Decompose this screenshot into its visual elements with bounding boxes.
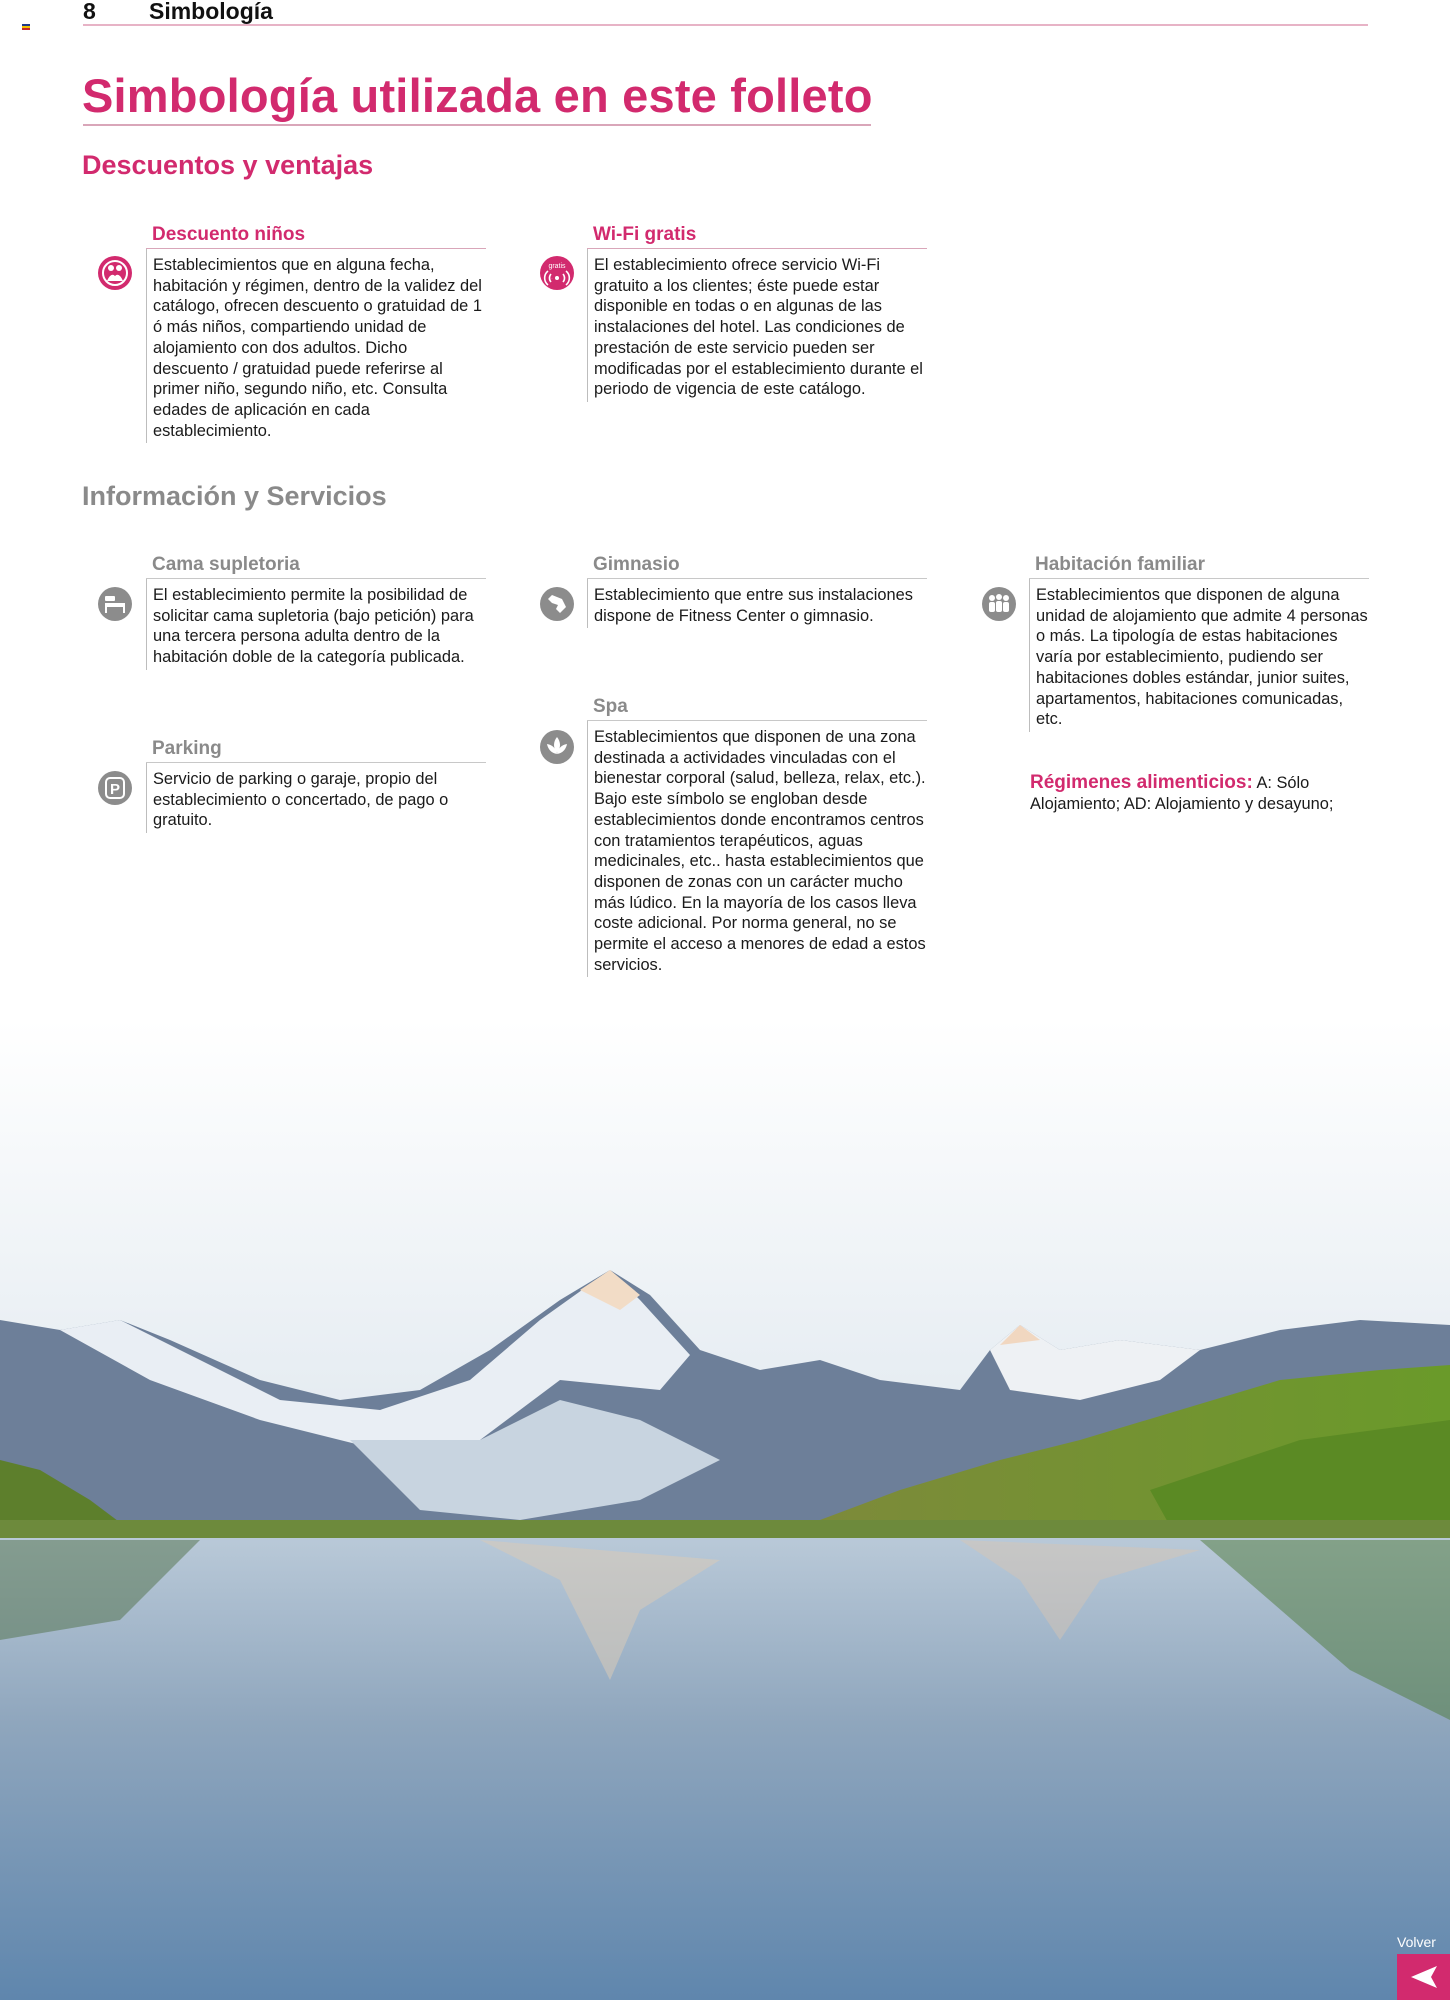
section-heading-informacion: Información y Servicios (82, 481, 387, 511)
item-descuento-ninos (146, 224, 486, 443)
regimenes-alimenticios (1030, 772, 1370, 815)
svg-text:P: P (109, 781, 121, 798)
item-title: Habitación familiar (1029, 554, 1369, 579)
item-description: Establecimientos que en alguna fecha, habitación y régimen, dentro de la validez del catálogo, ofrecen descuento o gratuidad de 1 ó más niños, compartiendo unidad de alojamiento con dos adultos. Dicho descuento / gratuidad puede referirse al primer niño, segundo niño, etc. Consulta edades de aplicación en cada establecimiento. (146, 249, 486, 443)
wifi-badge-text: gratis (548, 263, 566, 270)
item-title: Parking (146, 738, 486, 763)
parking-icon (96, 769, 134, 807)
item-title: Cama supletoria (146, 554, 486, 579)
item-description: El establecimiento ofrece servicio Wi-Fi gratuito a los clientes; éste puede estar disponible en todas o en algunas de las instalaciones del hotel. Las condiciones de prestación de este servicio pueden ser modificadas por el establecimiento durante el periodo de vigencia de este catálogo. (587, 249, 927, 402)
regimenes-label: Régimenes alimenticios: (1030, 772, 1253, 793)
item-title: Spa (587, 696, 927, 721)
spa-icon (538, 728, 576, 766)
item-description: Establecimientos que disponen de una zona destinada a actividades vinculadas con el bienestar corporal (salud, belleza, relax, etc.). Bajo este símbolo se engloban desde establecimientos donde encontramos centros con tratamientos terapéuticos, aguas medicinales, etc.. hasta establecimientos que disponen de zonas con un carácter mucho más lúdico. En la mayoría de los casos lleva coste adicional. Por norma general, no se permite el acceso a menores de edad a estos servicios. (587, 721, 927, 977)
header-divider (83, 24, 1368, 26)
title-divider (83, 124, 871, 126)
gym-icon (538, 585, 576, 623)
item-spa (587, 696, 927, 977)
arrow-left-icon (1397, 1954, 1450, 2000)
children-discount-icon (96, 254, 134, 292)
item-description: Servicio de parking o garaje, propio del establecimiento o concertado, de pago o gratuito. (146, 763, 486, 833)
item-description: El establecimiento permite la posibilidad de solicitar cama supletoria (bajo petición) para una tercera persona adulta dentro de la habitación doble de la categoría publicada. (146, 579, 486, 670)
item-title: Wi-Fi gratis (587, 224, 927, 249)
item-parking (146, 738, 486, 833)
regimenes-text: A: Sólo Alojamiento; AD: Alojamiento y desayuno; (1030, 774, 1334, 813)
mountain-lake-photo (0, 1020, 1450, 2000)
page-title: Simbología utilizada en este folleto (82, 69, 873, 122)
back-label[interactable]: Volver (1397, 1934, 1436, 1950)
wifi-free-icon (538, 254, 576, 292)
item-description: Establecimientos que disponen de alguna unidad de alojamiento que admite 4 personas o más. La tipología de estas habitaciones varía por establecimiento, pudiendo ser habitaciones dobles estándar, junior suites, apartamentos, habitaciones comunicadas, etc. (1029, 579, 1369, 732)
back-button[interactable] (1397, 1954, 1450, 2000)
item-cama-supletoria (146, 554, 486, 670)
item-title: Gimnasio (587, 554, 927, 579)
item-habitacion-familiar (1029, 554, 1369, 732)
item-wifi-gratis (587, 224, 927, 402)
section-name: Simbología (149, 0, 273, 24)
item-title: Descuento niños (146, 224, 486, 249)
section-heading-descuentos: Descuentos y ventajas (82, 150, 374, 180)
item-description: Establecimiento que entre sus instalaciones dispone de Fitness Center o gimnasio. (587, 579, 927, 628)
page-number: 8 (83, 0, 96, 24)
extra-bed-icon (96, 585, 134, 623)
family-room-icon (980, 585, 1018, 623)
language-flag-icon (22, 24, 30, 30)
item-gimnasio (587, 554, 927, 628)
